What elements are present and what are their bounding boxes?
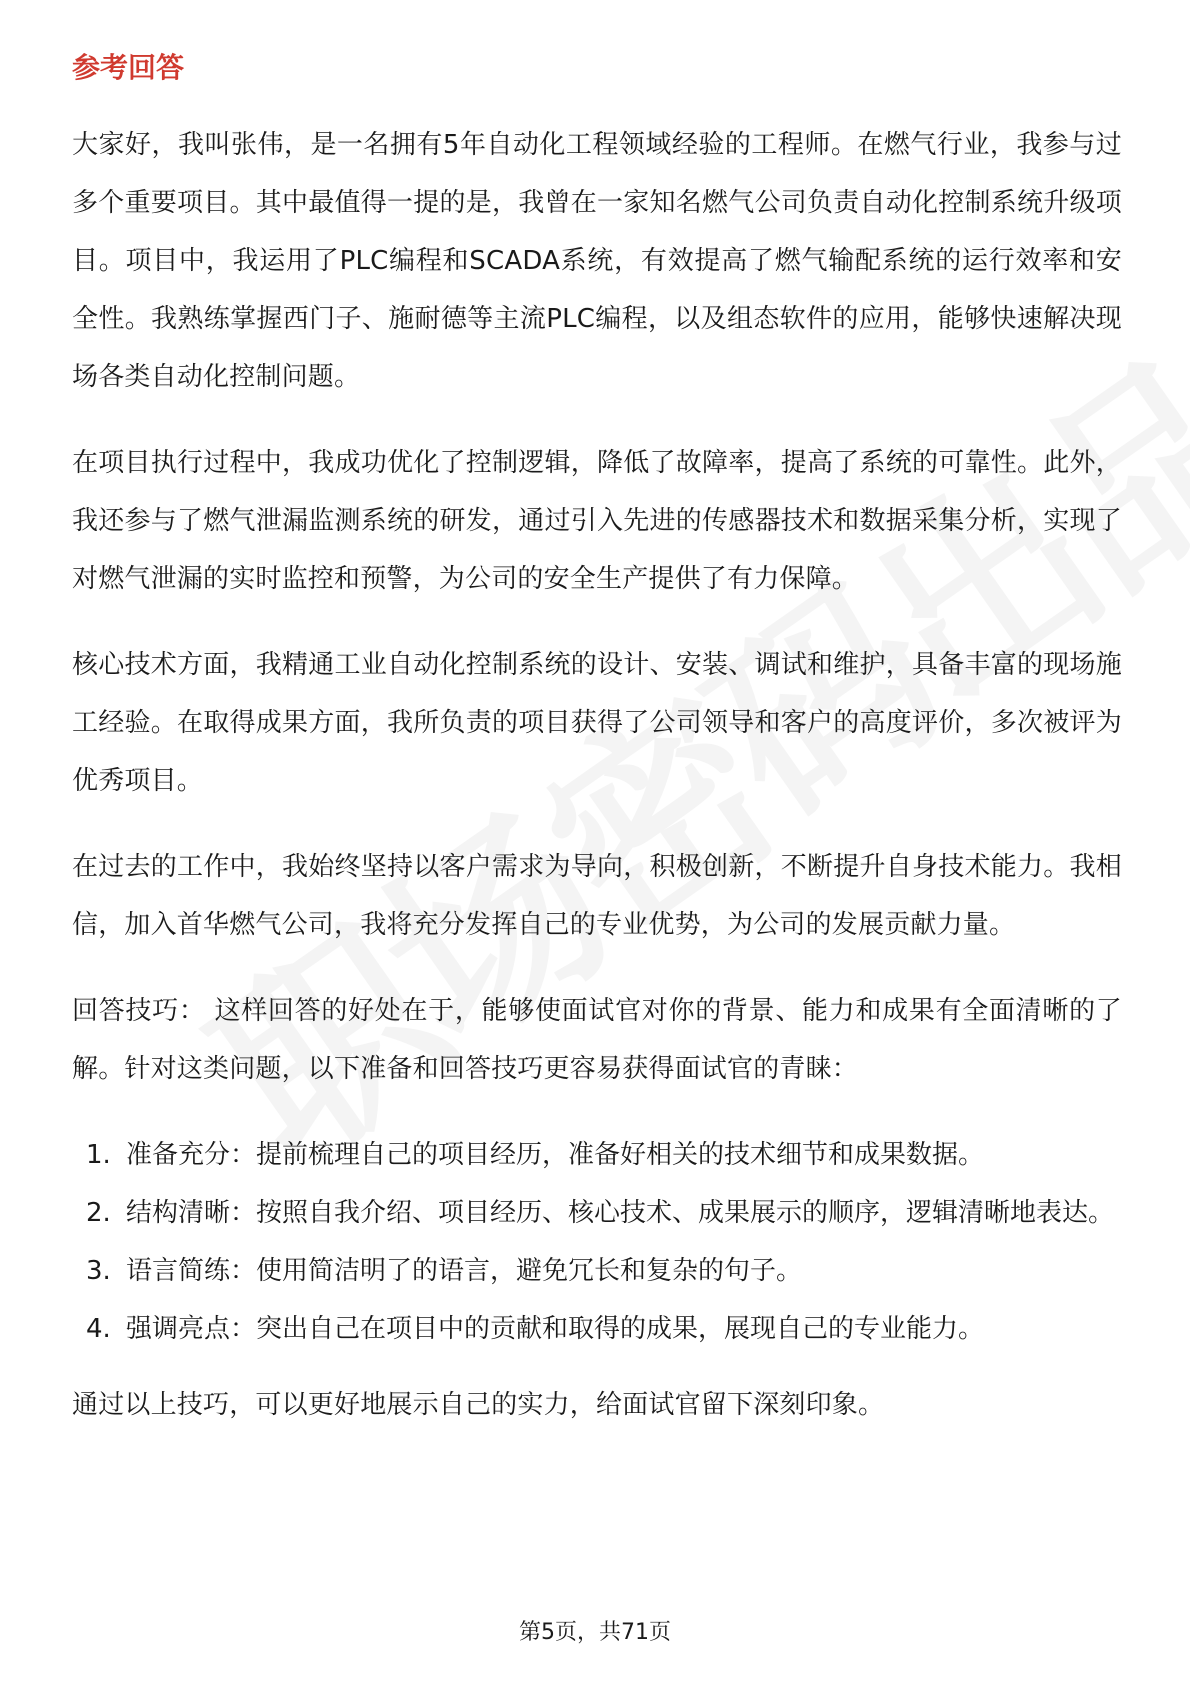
list-item-text: 语言简练：使用简洁明了的语言，避免冗长和复杂的句子。 <box>126 1256 803 1286</box>
answer-paragraph-3: 核心技术方面，我精通工业自动化控制系统的设计、安装、调试和维护，具备丰富的现场施工经验。在取得成果方面，我所负责的项目获得了公司领导和客户的高度评价，多次被评为优秀项目。 <box>72 650 1122 796</box>
list-item <box>72 1126 1122 1184</box>
closing-paragraph: 通过以上技巧，可以更好地展示自己的实力，给面试官留下深刻印象。 <box>72 1390 885 1420</box>
page-number: 第5页，共71页 <box>519 1620 671 1645</box>
list-item-number: 1. <box>86 1140 111 1170</box>
list-item <box>72 1184 1122 1242</box>
list-item-number: 4. <box>86 1314 111 1344</box>
list-item-text: 准备充分：提前梳理自己的项目经历，准备好相关的技术细节和成果数据。 <box>126 1140 985 1170</box>
list-item-text: 结构清晰：按照自我介绍、项目经历、核心技术、成果展示的顺序，逻辑清晰地表达。 <box>126 1198 1115 1228</box>
list-item-number: 2. <box>86 1198 111 1228</box>
section-title: 参考回答 <box>72 51 185 84</box>
list-item <box>72 1300 1122 1358</box>
answer-paragraph-4: 在过去的工作中，我始终坚持以客户需求为导向，积极创新，不断提升自身技术能力。我相信，加入首华燃气公司，我将充分发挥自己的专业优势，为公司的发展贡献力量。 <box>72 852 1122 940</box>
list-item-text: 强调亮点：突出自己在项目中的贡献和取得的成果，展现自己的专业能力。 <box>126 1314 985 1344</box>
tips-intro-paragraph: 回答技巧： 这样回答的好处在于，能够使面试官对你的背景、能力和成果有全面清晰的了解。针对这类问题，以下准备和回答技巧更容易获得面试官的青睐： <box>72 996 1123 1084</box>
tips-list <box>72 1126 1122 1358</box>
list-item <box>72 1242 1122 1300</box>
answer-paragraph-2: 在项目执行过程中，我成功优化了控制逻辑，降低了故障率，提高了系统的可靠性。此外，我还参与了燃气泄漏监测系统的研发，通过引入先进的传感器技术和数据采集分析，实现了对燃气泄漏的实时监控和预警，为公司的安全生产提供了有力保障。 <box>72 448 1122 594</box>
list-item-number: 3. <box>86 1256 111 1286</box>
content-area <box>72 48 1122 1462</box>
answer-paragraph-1: 大家好，我叫张伟，是一名拥有5年自动化工程领域经验的工程师。在燃气行业，我参与过多个重要项目。其中最值得一提的是，我曾在一家知名燃气公司负责自动化控制系统升级项目。项目中，我运用了PLC编程和SCADA系统，有效提高了燃气输配系统的运行效率和安全性。我熟练掌握西门子、施耐德等主流PLC编程，以及组态软件的应用，能够快速解决现场各类自动化控制问题。 <box>72 130 1122 392</box>
